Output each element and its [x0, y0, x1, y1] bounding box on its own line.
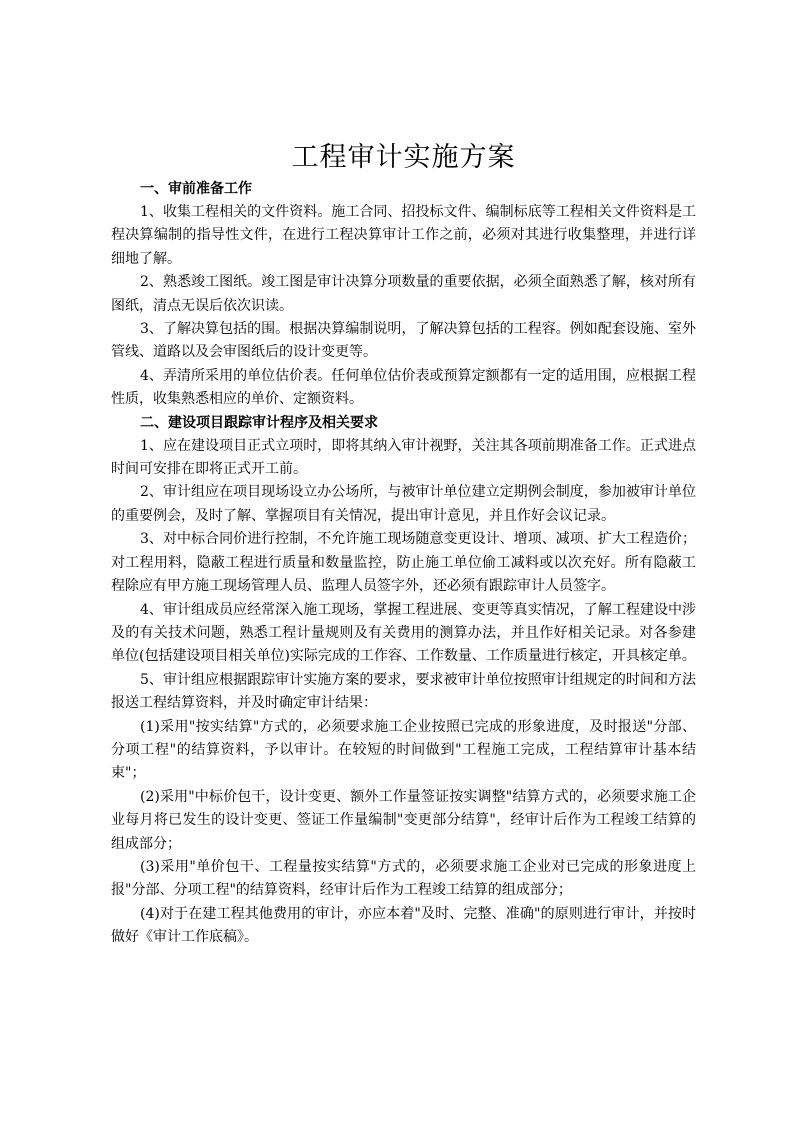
paragraph: (3)采用"单价包干、工程量按实结算"方式的，必须要求施工企业对已完成的形象进度上报"分部、分项工程"的结算资料，经审计后作为工程竣工结算的组成部分；	[111, 858, 696, 899]
paragraph: (4)对于在建工程其他费用的审计，亦应本着"及时、完整、准确"的原则进行审计，并按时做好《审计工作底稿》。	[111, 905, 696, 946]
paragraph: 4、弄清所采用的单位估价表。任何单位估价表或预算定额都有一定的适用围，应根据工程性质，收集熟悉相应的单价、定额资料。	[111, 367, 696, 408]
section-prep	[111, 178, 696, 412]
section-heading: 二、建设项目跟踪审计程序及相关要求	[140, 414, 378, 431]
paragraph: 1、应在建设项目正式立项时，即将其纳入审计视野，关注其各项前期准备工作。正式进点时间可安排在即将正式开工前。	[111, 437, 696, 478]
paragraph: 4、审计组成员应经常深入施工现场，掌握工程进展、变更等真实情况，了解工程建设中涉及的有关技术问题，熟悉工程计量规则及有关费用的测算办法，并且作好相关记录。对各参建单位(包括建设项目相关单位)实际完成的工作容、工作数量、工作质量进行核定，开具核定单。	[111, 601, 696, 665]
paragraph: (1)采用"按实结算"方式的，必须要求施工企业按照已完成的形象进度，及时报送"分部、分项工程"的结算资料，予以审计。在较短的时间做到"工程施工完成，工程结算审计基本结束"；	[111, 718, 696, 782]
paragraph: 3、对中标合同价进行控制，不允许施工现场随意变更设计、增项、减项、扩大工程造价；对工程用料，隐蔽工程进行质量和数量监控，防止施工单位偷工减料或以次充好。所有隐蔽工程除应有甲方施工现场管理人员、监理人员签字外，还必须有跟踪审计人员签字。	[111, 531, 696, 595]
section-heading: 一、审前准备工作	[140, 181, 252, 197]
paragraph: 3、了解决算包括的围。根据决算编制说明，了解决算包括的工程容。例如配套设施、室外管线、道路以及会审图纸后的设计变更等。	[111, 321, 696, 361]
document-page	[111, 138, 696, 950]
paragraph: (2)采用"中标价包干，设计变更、额外工作量签证按实调整"结算方式的，必须要求施工企业每月将已发生的设计变更、签证工作量编制"变更部分结算"，经审计后作为工程竣工结算的组成部分；	[111, 788, 696, 852]
paragraph: 2、审计组应在项目现场设立办公场所，与被审计单位建立定期例会制度，参加被审计单位的重要例会，及时了解、掌握项目有关情况，提出审计意见，并且作好会议记录。	[111, 484, 696, 524]
document-title: 工程审计实施方案	[291, 142, 516, 173]
paragraph: 5、审计组应根据跟踪审计实施方案的要求，要求被审计单位按照审计组规定的时间和方法报送工程结算资料，并及时确定审计结果：	[111, 671, 696, 712]
paragraph: 2、熟悉竣工图纸。竣工图是审计决算分项数量的重要依据，必须全面熟悉了解，核对所有图纸，清点无误后依次识读。	[111, 274, 696, 314]
paragraph: 1、收集工程相关的文件资料。施工合同、招投标文件、编制标底等工程相关文件资料是工程决算编制的指导性文件，在进行工程决算审计工作之前，必须对其进行收集整理，并进行详细地了解。	[111, 204, 696, 267]
section-tracking-procedure	[111, 412, 696, 950]
